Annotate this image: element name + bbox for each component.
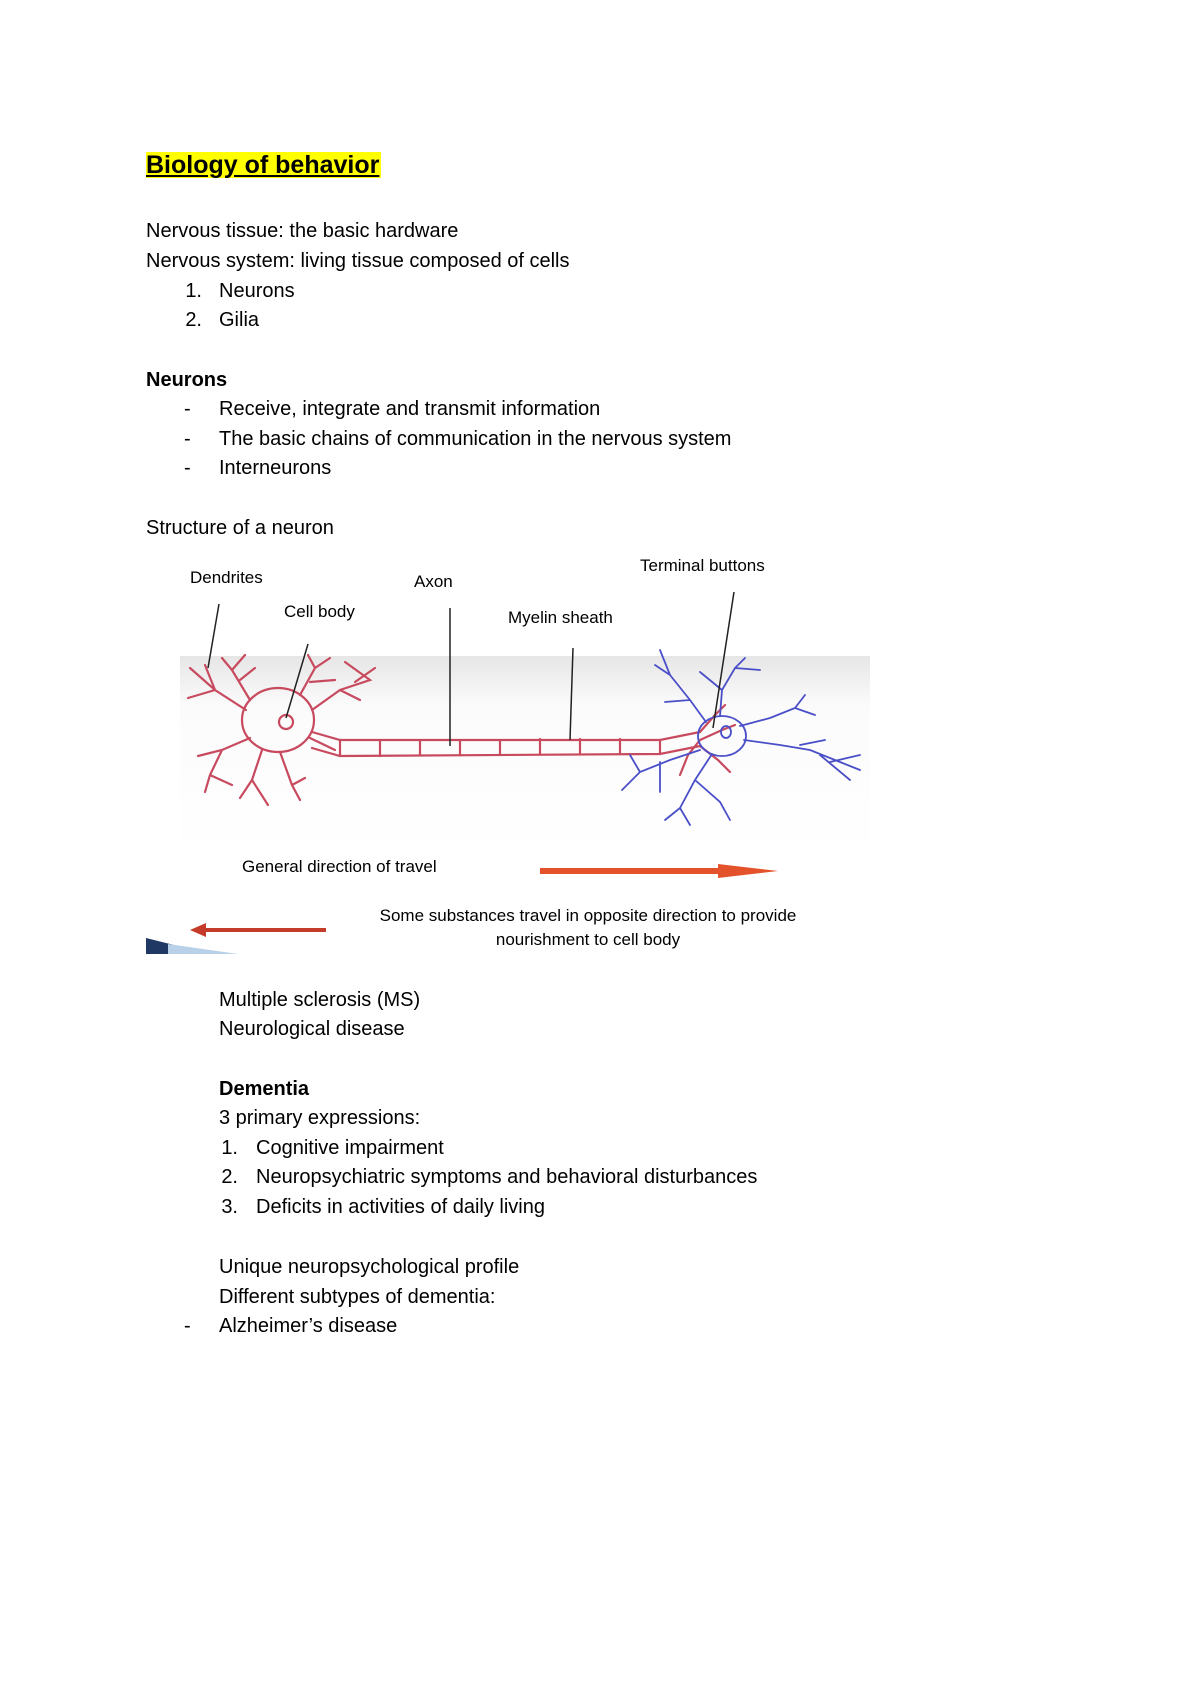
bullet-item xyxy=(0,455,1200,481)
bullet-marker: - xyxy=(184,1315,191,1337)
ms-line-2: Neurological disease xyxy=(219,1018,405,1040)
opposite-direction-arrow xyxy=(190,923,326,937)
list-item xyxy=(0,307,1200,333)
list-item xyxy=(0,1135,1200,1161)
intro-line-2: Nervous system: living tissue composed of cells xyxy=(146,250,570,272)
bullet-item xyxy=(0,396,1200,422)
section-heading-structure: Structure of a neuron xyxy=(146,517,334,539)
slide-corner-decoration xyxy=(146,938,238,954)
bullet-marker: - xyxy=(184,457,191,479)
bullet-text: Alzheimer’s disease xyxy=(219,1315,398,1337)
dementia-subtypes: Different subtypes of dementia: xyxy=(219,1286,496,1308)
list-text: Neurons xyxy=(219,280,295,302)
bullet-marker: - xyxy=(184,428,191,450)
list-number: 2. xyxy=(185,309,202,331)
dementia-profile: Unique neuropsychological profile xyxy=(219,1256,520,1278)
label-axon: Axon xyxy=(414,572,453,591)
label-myelin-sheath: Myelin sheath xyxy=(508,608,613,627)
ms-line-1: Multiple sclerosis (MS) xyxy=(219,989,421,1011)
list-item xyxy=(0,1164,1200,1190)
list-item xyxy=(0,278,1200,304)
diagram-background xyxy=(180,656,870,856)
bullet-text: Receive, integrate and transmit information xyxy=(219,398,601,420)
list-text: Deficits in activities of daily living xyxy=(256,1196,545,1218)
dementia-subheading: 3 primary expressions: xyxy=(219,1107,421,1129)
label-opposite-direction-2: nourishment to cell body xyxy=(495,930,681,949)
page-title: Biology of behavior xyxy=(146,151,380,179)
bullet-text: Interneurons xyxy=(219,457,332,479)
bullet-item xyxy=(0,1313,1200,1339)
label-opposite-direction-1: Some substances travel in opposite direction to provide xyxy=(379,906,797,925)
bullet-item xyxy=(0,426,1200,452)
section-heading-neurons: Neurons xyxy=(146,369,228,391)
list-text: Gilia xyxy=(219,309,260,331)
intro-line-1: Nervous tissue: the basic hardware xyxy=(146,220,459,242)
label-dendrites: Dendrites xyxy=(190,568,263,587)
list-number: 3. xyxy=(221,1196,238,1218)
neuron-diagram xyxy=(0,540,1200,960)
list-number: 1. xyxy=(185,280,202,302)
list-number: 1. xyxy=(221,1137,238,1159)
list-number: 2. xyxy=(221,1166,238,1188)
bullet-text: The basic chains of communication in the nervous system xyxy=(219,428,732,450)
label-cell-body: Cell body xyxy=(284,602,355,621)
bullet-marker: - xyxy=(184,398,191,420)
direction-arrow xyxy=(540,864,778,878)
label-terminal-buttons: Terminal buttons xyxy=(640,556,765,575)
list-item xyxy=(0,1194,1200,1220)
list-text: Neuropsychiatric symptoms and behavioral disturbances xyxy=(256,1166,758,1188)
label-direction-of-travel: General direction of travel xyxy=(242,857,437,876)
list-text: Cognitive impairment xyxy=(256,1137,444,1159)
section-heading-dementia: Dementia xyxy=(219,1078,310,1100)
